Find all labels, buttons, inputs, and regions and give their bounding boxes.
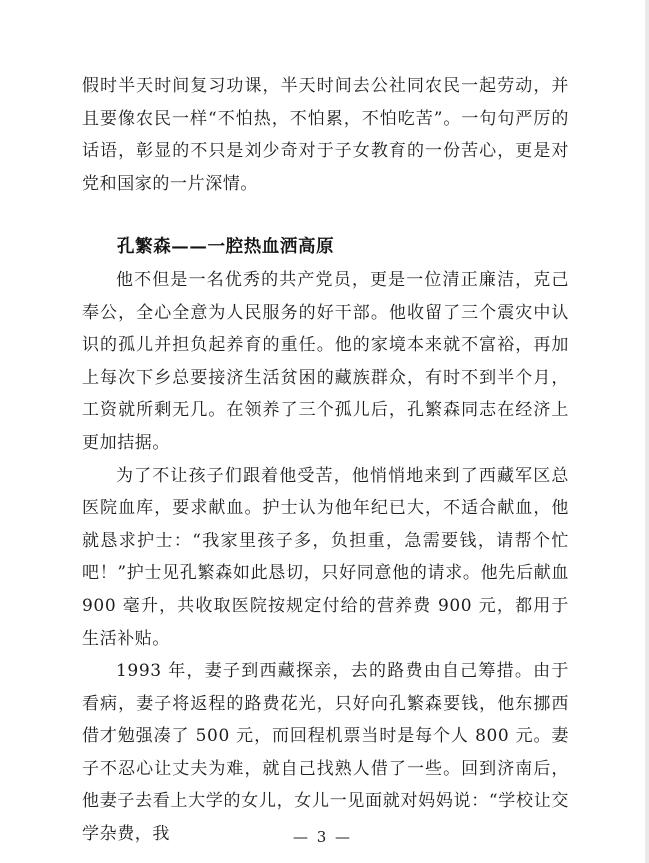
section-heading: 孔繁森——一腔热血洒高原: [117, 237, 335, 258]
page-content: [82, 70, 569, 851]
page-number: — 3 —: [292, 828, 353, 846]
paragraph: 为了不让孩子们跟着他受苦，他悄悄地来到了西藏军区总医院血库，要求献血。护士认为他年纪已大，不适合献血，他就恳求护士：“我家里孩子多，负担重，急需要钱，请帮个忙吧！”护士见孔繁森如此恳切，只好同意他的请求。他先后献血 900 毫升，共收取医院按规定付给的营养费 900 元，都用于生活补贴。: [82, 465, 569, 649]
paragraph: 他不但是一名优秀的共产党员，更是一位清正廉洁，克己奉公，全心全意为人民服务的好干部。他收留了三个震灾中认识的孤儿并担负起养育的重任。他的家境本来就不富裕，再加上每次下乡总要接济生活贫困的藏族群众，有时不到半个月，工资就所剩无几。在领养了三个孤儿后，孔繁森同志在经济上更加拮据。: [82, 269, 569, 453]
paragraph-continuation: 假时半天时间复习功课，半天时间去公社同农民一起劳动，并且要像农民一样“不怕热，不怕累，不怕吃苦”。一句句严厉的话语，彰显的不只是刘少奇对于子女教育的一份苦心，更是对党和国家的一片深情。: [82, 76, 569, 194]
paragraph: 1993 年，妻子到西藏探亲，去的路费由自己筹措。由于看病，妻子将返程的路费花光，只好向孔繁森要钱，他东挪西借才勉强凑了 500 元，而回程机票当时是每个人 800 元。妻子不忍心让丈夫为难，就自己找熟人借了一些。回到济南后，他妻子去看上大学的女儿，女儿一见面就对妈妈说：“学校让交学杂费，我: [82, 661, 569, 845]
